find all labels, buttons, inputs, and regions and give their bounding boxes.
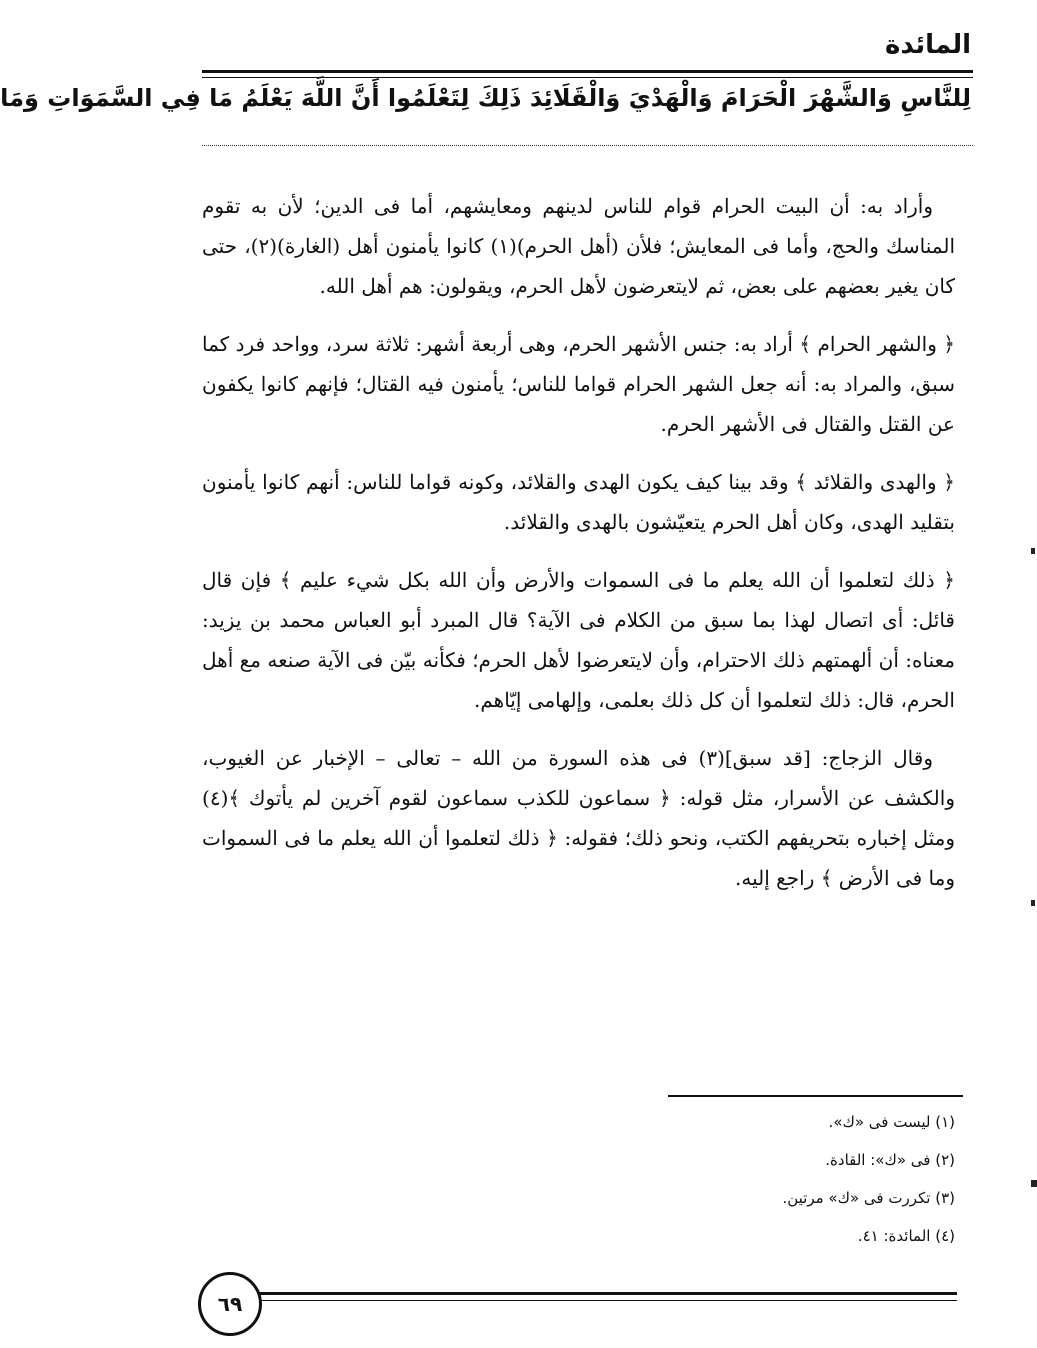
footnotes [782,1106,955,1258]
footnote-3: (٣) تكررت فى «ك» مرتين. [782,1189,955,1207]
quranic-verse-line: لِلنَّاسِ وَالشَّهْرَ الْحَرَامَ وَالْهَدْيَ وَالْقَلَائِدَ ذَلِكَ لِتَعْلَمُوا أَنَّ اللَّهَ يَعْلَمُ مَا فِي السَّمَوَاتِ وَمَا [0,84,971,112]
footnote-2: (٢) فى «ك»: القادة. [825,1151,955,1169]
verse-dotted-rule [202,145,973,146]
header-rule-thick [202,70,973,73]
footer-rule-thick [256,1292,957,1295]
commentary-body [202,186,955,916]
paragraph: وقال الزجاج: [قد سبق](٣) فى هذه السورة من الله – تعالى – الإخبار عن الغيوب، والكشف عن الأسرار، مثل قوله: ﴿ سماعون للكذب سماعون لقوم آخرين لم يأتوك ﴾(٤) ومثل إخباره بتحريفهم الكتب، ونحو ذلك؛ فقوله: ﴿ ذلك لتعلموا أن الله يعلم ما فى السموات وما فى الأرض ﴾ راجع إليه. [202,746,955,890]
footer-rule-thin [256,1300,957,1301]
paragraph: ﴿ والشهر الحرام ﴾ أراد به: جنس الأشهر الحرم، وهى أربعة أشهر: ثلاثة سرد، وواحد فرد كما سبق، والمراد به: أنه جعل الشهر الحرام قواما للناس؛ يأمنون فيه القتال؛ فإنهم كانوا يكفون عن القتل والقتال فى الأشهر الحرم. [202,332,955,436]
scan-speck [1031,900,1035,906]
running-header-surah-title: المائدة [885,30,971,60]
scan-speck [1031,1180,1037,1187]
scan-speck [1031,548,1035,554]
footnote-separator [668,1095,963,1097]
header-rule-thin [202,77,973,78]
paragraph: ﴿ والهدى والقلائد ﴾ وقد بينا كيف يكون الهدى والقلائد، وكونه قواما للناس: أنهم كانوا يأمنون بتقليد الهدى، وكان أهل الحرم يتعيّشون بالهدى والقلائد. [202,470,955,534]
paragraph: ﴿ ذلك لتعلموا أن الله يعلم ما فى السموات والأرض وأن الله بكل شيء عليم ﴾ فإن قال قائل: أى اتصال لهذا بما سبق من الكلام فى الآية؟ قال المبرد أبو العباس محمد بن يزيد: معناه: أن ألهمتهم ذلك الاحترام، وأن لايتعرضوا لأهل الحرم؛ فكأنه بيّن فى الآية صنعه مع أهل الحرم، قال: ذلك لتعلموا أن كل ذلك بعلمى، وإلهامى إيّاهم. [202,568,955,712]
page-number: ٦٩ [217,1292,243,1316]
footnote-1: (١) ليست فى «ك». [828,1113,955,1131]
paragraph: وأراد به: أن البيت الحرام قوام للناس لدينهم ومعايشهم، أما فى الدين؛ لأن به تقوم المناسك والحج، وأما فى المعايش؛ فلأن (أهل الحرم)(١) كانوا يأمنون أهل (الغارة)(٢)، حتى كان يغير بعضهم على بعض، ثم لايتعرضون لأهل الحرم، ويقولون: هم أهل الله. [202,194,955,298]
page-number-badge [198,1272,262,1336]
footnote-4: (٤) المائدة: ٤١. [857,1227,955,1245]
